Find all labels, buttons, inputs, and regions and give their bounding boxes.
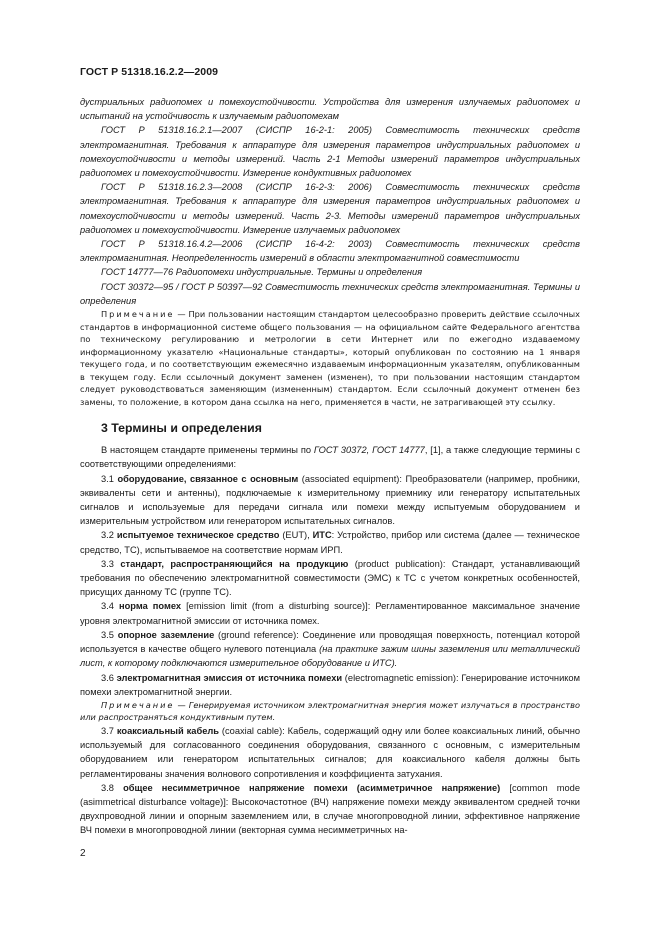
term-3-7: 3.7 коаксиальный кабель (coaxial cable): Кабель, содержащий одну или более коаксиальных линий, обычно используемый для согласованного соединения оборудования, связанного с основным, с измерительным оборудованием или генератором испытательных сигналов; для коаксиального кабеля должны быть регламентированы значения волнового сопротивления и коэффициента затухания. (80, 725, 580, 779)
term-3-1: 3.1 оборудование, связанное с основным (associated equipment): Преобразователи (например, пробники, эквиваленты сети и антенны), подключаемые к измерительному приемнику или генератору испытательных сигналов и используемые для передачи сигнала или помехи между испытуемым оборудованием и измерительным устройством или генератором испытательных сигналов. (80, 473, 580, 527)
term-3-5: 3.5 опорное заземление (ground reference): Соединение или проводящая поверхность, потенциал которой используется в качестве общего нулевого потенциала (на практике зажим шины заземления или металлический лист, к которому подключаются измерительное оборудование и ИТС). (80, 629, 580, 669)
reference-item: ГОСТ Р 51318.16.2.1—2007 (СИСПР 16-2-1: 2005) Совместимость технических средств электромагнитная. Требования к аппаратуре для измерения параметров индустриальных радиопомех и помехоустойчивости и методы измерений. Часть 2-1 Методы измерений параметров индустриальных радиопомех и помехоустойчивости. Измерение кондуктивных радиопомех (80, 125, 580, 179)
term-3-6: 3.6 электромагнитная эмиссия от источника помехи (electromagnetic emission): Генерирование источником помехи электромагнитной энергии. (80, 672, 580, 697)
note-text: — Генерируемая источником электромагнитная энергия может излучаться в пространство или распространяться кондуктивным путем. (80, 699, 580, 723)
term-name: стандарт, распространяющийся на продукцию (120, 558, 349, 569)
term-name: опорное заземление (117, 629, 215, 640)
term-3-8: 3.8 общее несимметричное напряжение помехи (асимметричное напряжение) [common mode (asimmetrical disturbance voltage)]: Высокочастотное (ВЧ) напряжение помехи между эквивалентом средней точки двухпроводной линии и опорным заземлением или, в случае многопроводной линии, эффективное напряжение ВЧ помехи в многопроводной линии (векторная сумма несимметричных на- (80, 782, 580, 836)
reference-continuation: дустриальных радиопомех и помехоустойчивости. Устройства для измерения излучаемых радиопомех и испытаний на устойчивость к излучаемым радиопомехам (80, 97, 580, 122)
term-name: электромагнитная эмиссия от источника помехи (116, 672, 343, 683)
page-header: ГОСТ Р 51318.16.2.2—2009 (80, 66, 219, 78)
reference-item: ГОСТ Р 51318.16.4.2—2006 (СИСПР 16-4-2: 2003) Совместимость технических средств электромагнитная. Неопределенность измерений в области электромагнитной совместимости (80, 239, 580, 264)
term-3-3: 3.3 стандарт, распространяющийся на продукцию (product publication): Стандарт, устанавливающий требования по обеспечению электромагнитной совместимости (ЭМС) к ТС с учетом конкретных особенностей, присущих данному ТС (группе ТС). (80, 558, 580, 598)
note-paragraph (80, 699, 580, 724)
term-name: коаксиальный кабель (116, 725, 219, 736)
page-number: 2 (80, 848, 86, 859)
note-paragraph (80, 308, 580, 408)
reference-item: ГОСТ 14777—76 Радиопомехи индустриальные. Термины и определения (101, 267, 423, 278)
reference-item: ГОСТ Р 51318.16.2.3—2008 (СИСПР 16-2-3: 2006) Совместимость технических средств электромагнитная. Требования к аппаратуре для измерения параметров индустриальных радиопомех и помехоустойчивости и методы измерений. Часть 2-3. Методы измерений параметров индустриальных радиопомех и помехоустойчивости. Измерение излучаемых радиопомех (80, 182, 580, 235)
reference-item: ГОСТ 30372—95 / ГОСТ Р 50397—92 Совместимость технических средств электромагнитная. Термины и определения (80, 281, 580, 306)
term-abbr: ИТС (312, 530, 332, 541)
term-3-4: 3.4 норма помех [emission limit (from a disturbing source)]: Регламентированное максимальное значение уровня электромагнитной эмиссии от источника помех. (80, 601, 580, 626)
term-name: общее несимметричное напряжение помехи (асимметричное напряжение) (123, 782, 501, 793)
note-label: Примечание (101, 309, 175, 320)
section-title: 3 Термины и определения (101, 421, 262, 436)
term-name: оборудование, связанное с основным (117, 473, 299, 484)
term-name: испытуемое техническое средство (116, 530, 280, 541)
note-text: — При пользовании настоящим стандартом целесообразно проверить действие ссылочных стандартов в информационной системе общего пользования — на официальном сайте Федерального агентства по техническому регулированию и метрологии в сети Интернет или по ежегодно издаваемому информационному указателю «Национальные стандарты», который опубликован по состоянию на 1 января текущего года, и по соответствующим ежемесячно издаваемым информационным указателям, опубликованным в текущем году. Если ссылочный документ заменен (изменен), то при пользовании настоящим стандартом следует руководствоваться заменяющим (измененным) стандартом. Если ссылочный документ отменен без замены, то положение, в котором дана ссылка на него, применяется в части, не затрагивающей эту ссылку. (80, 309, 580, 407)
intro-refs: ГОСТ 30372, ГОСТ 14777 (313, 445, 425, 456)
page-content (80, 95, 580, 838)
section-intro: В настоящем стандарте применены термины по ГОСТ 30372, ГОСТ 14777, [1], а также следующие термины с соответствующими определениями: (80, 445, 580, 470)
term-3-2: 3.2 испытуемое техническое средство (EUT), ИТС: Устройство, прибор или система (далее — техническое средство, ТС), испытываемое на соответствие нормам ИРП. (80, 530, 580, 555)
term-name: норма помех (118, 601, 182, 612)
note-label: Примечание (101, 699, 175, 710)
